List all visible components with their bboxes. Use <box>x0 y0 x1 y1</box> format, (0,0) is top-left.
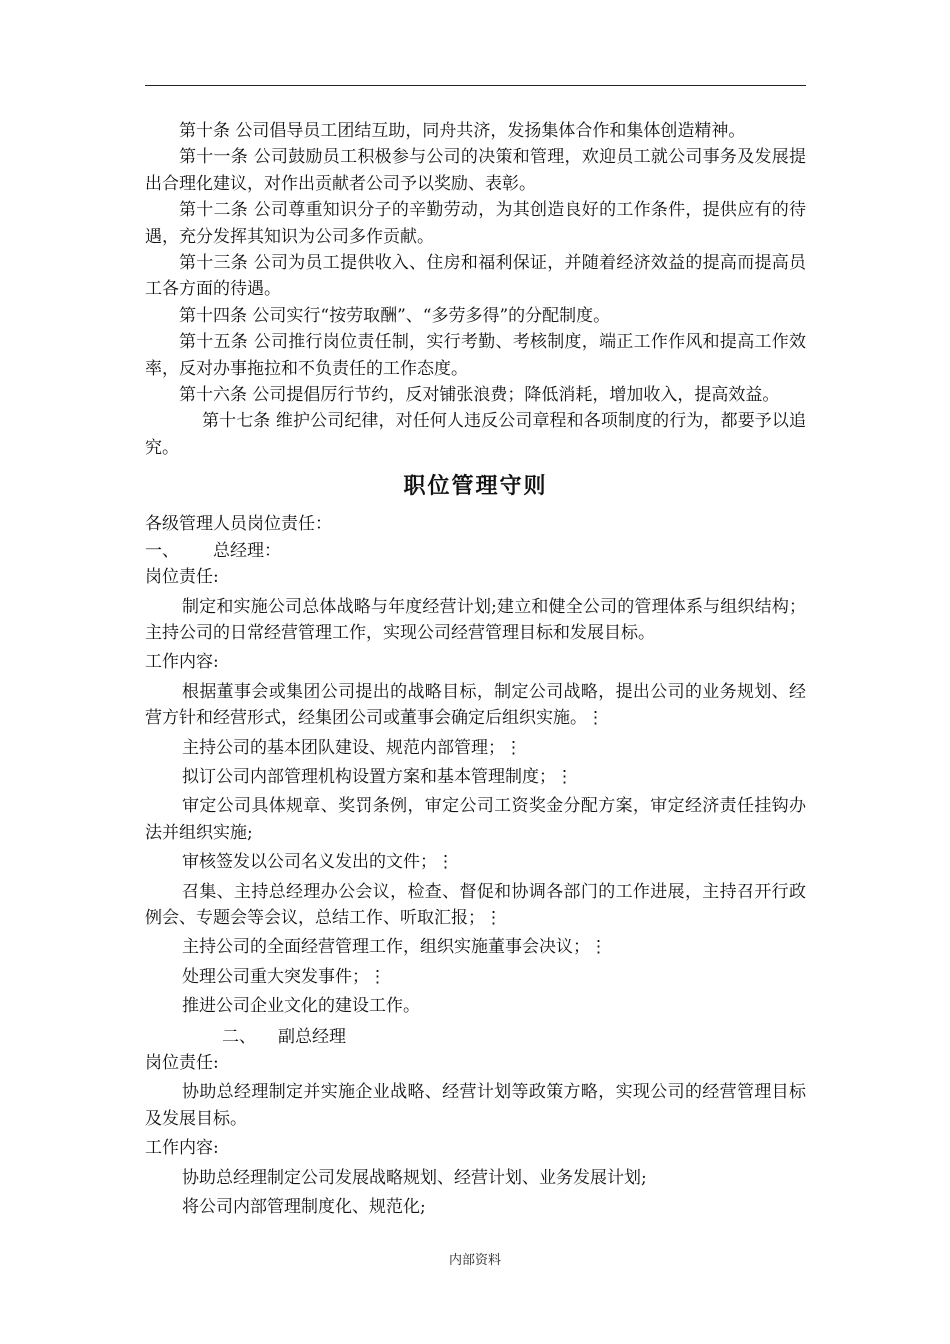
header-rule <box>145 85 806 86</box>
deputy-manager-item: 协助总经理制定公司发展战略规划、经营计划、业务发展计划; <box>182 1167 647 1188</box>
general-manager-heading <box>145 538 806 564</box>
page-footer: 内部资料 <box>448 1253 501 1268</box>
deputy-manager-heading <box>145 1024 806 1050</box>
general-manager-duty-text: 制定和实施公司总体战略与年度经营计划;建立和健全公司的管理体系与组织结构；主持公司的日常经营管理工作，实现公司经营管理目标和发展目标。 <box>145 596 806 643</box>
article-12: 第十二条 公司尊重知识分子的辛勤劳动，为其创造良好的工作条件，提供应有的待遇，充分发挥其知识为公司多作贡献。 <box>145 200 806 247</box>
general-manager-item: 推进公司企业文化的建设工作。 <box>182 996 420 1017</box>
general-manager-item: 审定公司具体规章、奖罚条例，审定公司工资奖金分配方案，审定经济责任挂钩办法并组织实施; <box>145 796 806 843</box>
general-manager-item: 拟订公司内部管理机构设置方案和基本管理制度；⋮ <box>182 766 573 787</box>
deputy-manager-number: 二、 <box>222 1026 256 1047</box>
article-10: 第十条 公司倡导员工团结互助，同舟共济，发扬集体合作和集体创造精神。 <box>179 121 746 141</box>
section-title: 职位管理守则 <box>403 474 548 500</box>
article-13: 第十三条 公司为员工提供收入、住房和福利保证，并随着经济效益的提高而提高员工各方面的待遇。 <box>145 253 806 300</box>
general-manager-item: 根据董事会或集团公司提出的战略目标，制定公司战略，提出公司的业务规划、经营方针和经营形式，经集团公司或董事会确定后组织实施。⋮ <box>145 681 806 729</box>
general-manager-item: 处理公司重大突发事件；⋮ <box>182 966 386 987</box>
general-manager-title: 总经理： <box>213 540 281 561</box>
article-16: 第十六条 公司提倡厉行节约，反对铺张浪费；降低消耗，增加收入，提高效益。 <box>179 385 780 406</box>
general-manager-content-label: 工作内容: <box>145 652 219 673</box>
general-manager-item: 主持公司的基本团队建设、规范内部管理；⋮ <box>182 737 522 758</box>
intro-line: 各级管理人员岗位责任： <box>145 514 332 535</box>
deputy-manager-duty-label: 岗位责任: <box>145 1053 219 1073</box>
general-manager-number: 一、 <box>145 540 179 561</box>
general-manager-item: 召集、主持总经理办公会议，检查、督促和协调各部门的工作进展，主持召开行政例会、专题会等会议，总结工作、听取汇报；⋮ <box>145 881 806 928</box>
general-manager-item: 主持公司的全面经营管理工作，组织实施董事会决议；⋮ <box>182 937 607 958</box>
article-11: 第十一条 公司鼓励员工积极参与公司的决策和管理，欢迎员工就公司事务及发展提出合理化建议，对作出贡献者公司予以奖励、表彰。 <box>145 147 806 194</box>
general-manager-item: 审核签发以公司名义发出的文件；⋮ <box>182 852 454 873</box>
deputy-manager-item: 将公司内部管理制度化、规范化; <box>182 1197 426 1218</box>
article-15: 第十五条 公司推行岗位责任制，实行考勤、考核制度，端正工作作风和提高工作效率，反对办事拖拉和不负责任的工作态度。 <box>145 332 806 379</box>
article-17: 第十七条 维护公司纪律，对任何人违反公司章程和各项制度的行为，都要予以追究。 <box>145 411 806 458</box>
general-manager-duty-label: 岗位责任: <box>145 567 219 588</box>
deputy-manager-duty-text: 协助总经理制定并实施企业战略、经营计划等政策方略，实现公司的经营管理目标及发展目标。 <box>145 1082 806 1129</box>
deputy-manager-content-label: 工作内容: <box>145 1138 219 1159</box>
document-body <box>145 118 806 1220</box>
deputy-manager-title: 副总经理 <box>278 1026 346 1047</box>
article-14: 第十四条 公司实行“按劳取酬”、“多劳多得”的分配制度。 <box>179 305 611 326</box>
